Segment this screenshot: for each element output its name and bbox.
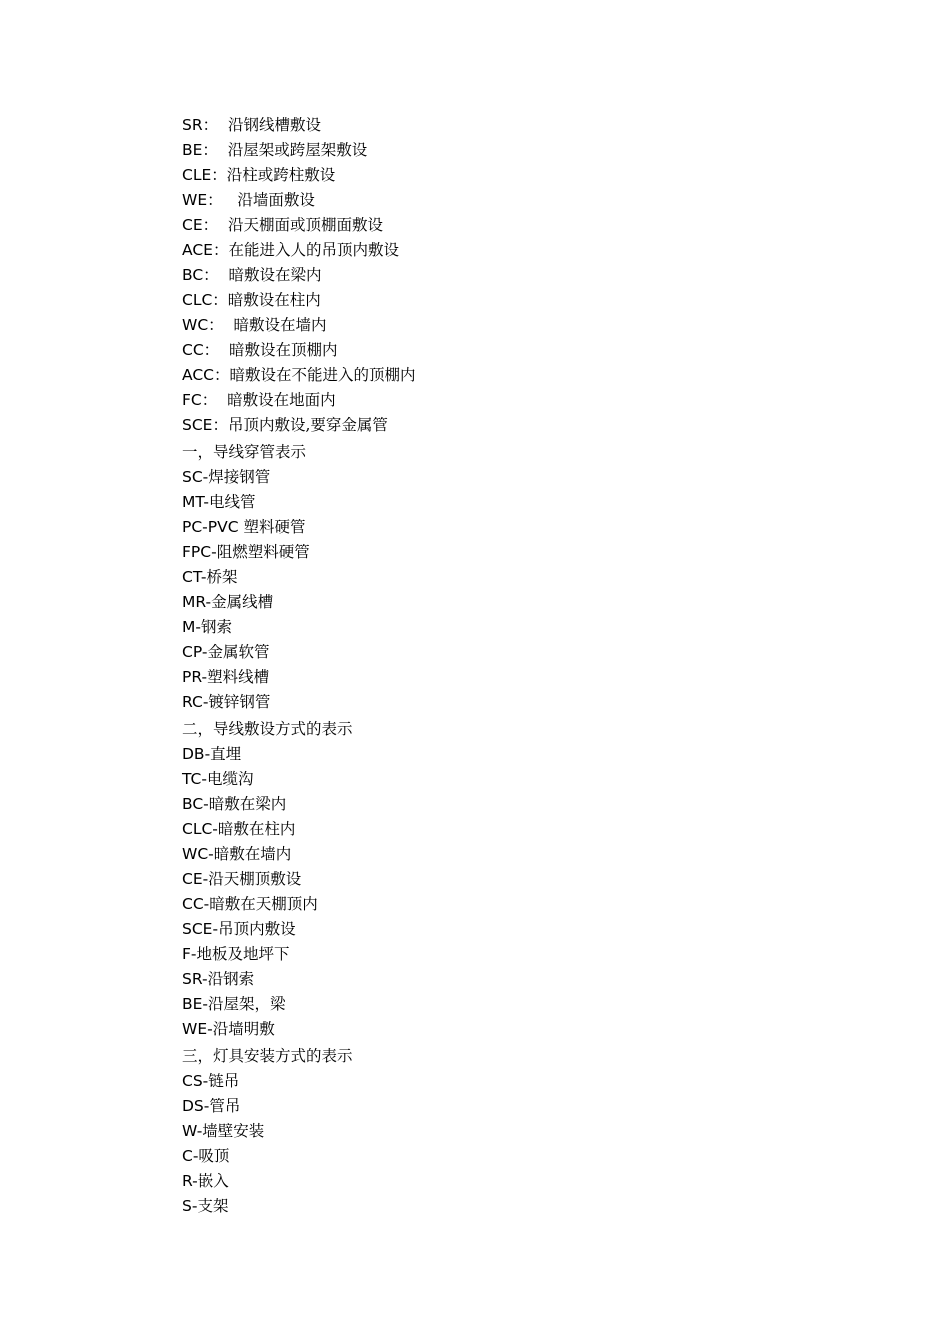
list-item: [182, 188, 782, 213]
item-code: CE：: [182, 216, 219, 234]
item-code: PR-: [182, 668, 208, 686]
item-description: 暗敷设在顶棚内: [219, 341, 338, 359]
list-item: [182, 1017, 782, 1042]
list-item: [182, 288, 782, 313]
item-code: FC：: [182, 391, 218, 409]
list-item: [182, 640, 782, 665]
item-description: 电缆沟: [206, 770, 254, 788]
list-item: [182, 238, 782, 263]
item-code: RC-: [182, 693, 209, 711]
list-item: [182, 313, 782, 338]
item-description: 吊顶内敷设,要穿金属管: [227, 416, 388, 434]
item-code: F-: [182, 945, 197, 963]
list-item: [182, 163, 782, 188]
document-body: [182, 113, 782, 1219]
item-description: 镀锌钢管: [208, 693, 271, 711]
item-code: WE-: [182, 1020, 213, 1038]
section-heading: 二，导线敷设方式的表示: [182, 720, 353, 738]
item-description: 金属线槽: [211, 593, 274, 611]
list-item: [182, 1119, 782, 1144]
list-item: [182, 263, 782, 288]
list-item: [182, 388, 782, 413]
item-description: 桥架: [206, 568, 238, 586]
list-item: [182, 540, 782, 565]
item-description: 沿墙明敷: [212, 1020, 275, 1038]
item-code: M-: [182, 618, 201, 636]
item-description: 地板及地坪下: [196, 945, 290, 963]
item-description: 沿天棚面或顶棚面敷设: [218, 216, 383, 234]
item-description: 直埋: [210, 745, 242, 763]
item-description: 沿屋架，梁: [208, 995, 286, 1013]
list-item: [182, 992, 782, 1017]
item-code: WC：: [182, 316, 224, 334]
list-item: [182, 742, 782, 767]
item-code: BC：: [182, 266, 219, 284]
item-code: BE-: [182, 995, 209, 1013]
item-description: 支架: [197, 1197, 229, 1215]
item-description: 暗敷设在地面内: [217, 391, 336, 409]
item-description: 暗敷设在不能进入的顶棚内: [229, 366, 416, 384]
item-description: 金属软管: [207, 643, 270, 661]
item-description: 塑料线槽: [207, 668, 270, 686]
item-description: 电线管: [209, 493, 256, 511]
item-code: SR-: [182, 970, 208, 988]
list-item: [182, 892, 782, 917]
item-code: MT-: [182, 493, 210, 511]
item-description: 焊接钢管: [208, 468, 271, 486]
item-code: PC-PVC: [182, 518, 244, 536]
list-item: [182, 665, 782, 690]
item-description: 嵌入: [197, 1172, 229, 1190]
item-code: SCE：: [182, 416, 228, 434]
item-code: CS-: [182, 1072, 209, 1090]
list-item: [182, 817, 782, 842]
list-item: [182, 867, 782, 892]
item-code: CLC-: [182, 820, 218, 838]
item-description: 暗敷设在柱内: [227, 291, 321, 309]
item-code: SR：: [182, 116, 219, 134]
list-item: [182, 1144, 782, 1169]
list-item: [182, 565, 782, 590]
list-item: [182, 363, 782, 388]
list-item: [182, 113, 782, 138]
list-item: [182, 213, 782, 238]
item-code: C-: [182, 1147, 199, 1165]
list-item: [182, 1069, 782, 1094]
item-description: 塑料硬管: [243, 518, 306, 536]
list-item: [182, 413, 782, 438]
list-item: [182, 792, 782, 817]
list-item: [182, 338, 782, 363]
item-description: 在能进入人的吊顶内敷设: [228, 241, 399, 259]
item-code: TC-: [182, 770, 207, 788]
item-description: 吊顶内敷设: [218, 920, 296, 938]
item-code: WE：: [182, 191, 223, 209]
item-description: 暗敷在柱内: [217, 820, 296, 838]
item-code: SC-: [182, 468, 209, 486]
item-description: 钢索: [200, 618, 232, 636]
item-code: BE：: [182, 141, 218, 159]
list-item: [182, 138, 782, 163]
list-item: [182, 690, 782, 715]
item-code: CE-: [182, 870, 209, 888]
item-description: 暗敷在梁内: [208, 795, 287, 813]
list-item: [182, 1169, 782, 1194]
item-code: DB-: [182, 745, 211, 763]
item-code: R-: [182, 1172, 198, 1190]
list-item: [182, 942, 782, 967]
item-code: FPC-: [182, 543, 217, 561]
item-description: 管吊: [209, 1097, 241, 1115]
list-item: [182, 490, 782, 515]
item-code: SCE-: [182, 920, 219, 938]
item-description: 沿天棚顶敷设: [208, 870, 302, 888]
section-heading: 一，导线穿管表示: [182, 443, 307, 461]
item-code: CC-: [182, 895, 210, 913]
item-description: 沿钢线槽敷设: [218, 116, 321, 134]
item-code: S-: [182, 1197, 198, 1215]
item-code: BC-: [182, 795, 209, 813]
item-description: 吸顶: [198, 1147, 230, 1165]
item-code: ACE：: [182, 241, 229, 259]
list-item: [182, 465, 782, 490]
item-description: 沿屋架或跨屋架敷设: [217, 141, 368, 159]
list-item: [182, 767, 782, 792]
item-code: ACC：: [182, 366, 230, 384]
list-item: [182, 842, 782, 867]
item-code: CP-: [182, 643, 208, 661]
item-code: WC-: [182, 845, 214, 863]
item-code: CLE：: [182, 166, 227, 184]
list-item: [182, 967, 782, 992]
item-code: MR-: [182, 593, 212, 611]
item-description: 暗敷在天棚顶内: [209, 895, 318, 913]
list-item: [182, 917, 782, 942]
item-code: DS-: [182, 1097, 210, 1115]
item-description: 暗敷设在梁内: [218, 266, 322, 284]
item-description: 暗敷在墙内: [213, 845, 292, 863]
item-description: 阻燃塑料硬管: [216, 543, 310, 561]
item-description: 沿墙面敷设: [222, 191, 315, 209]
item-code: CT-: [182, 568, 207, 586]
list-item: [182, 590, 782, 615]
item-description: 沿钢索: [207, 970, 255, 988]
item-code: CLC：: [182, 291, 228, 309]
item-description: 墙壁安装: [202, 1122, 265, 1140]
list-item: [182, 1094, 782, 1119]
section-heading: 三，灯具安装方式的表示: [182, 1047, 353, 1065]
list-item: [182, 615, 782, 640]
list-item: [182, 1194, 782, 1219]
item-description: 链吊: [208, 1072, 240, 1090]
list-item: [182, 515, 782, 540]
item-description: 暗敷设在墙内: [223, 316, 327, 334]
item-code: W-: [182, 1122, 203, 1140]
item-code: CC：: [182, 341, 220, 359]
item-description: 沿柱或跨柱敷设: [226, 166, 336, 184]
